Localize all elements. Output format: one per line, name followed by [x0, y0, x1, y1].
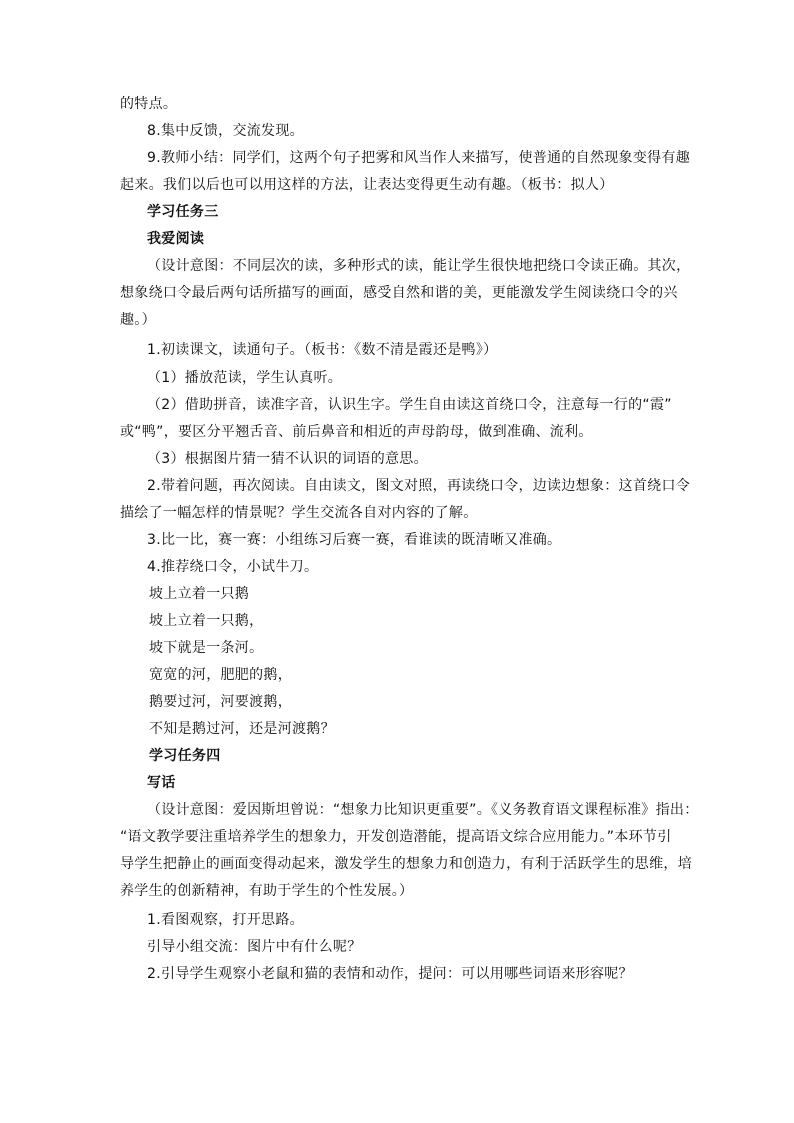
poem-line: 坡下就是一条河。 [149, 640, 264, 656]
text-line: 8.集中反馈，交流发现。 [147, 123, 304, 139]
text-line: （2）借助拼音，读准字音，认识生字。学生自由读这首绕口令，注意每一行的“霞” [147, 397, 672, 413]
poem-line: 宽宽的河，肥肥的鹅， [149, 667, 292, 683]
text-line: （3）根据图片猜一猜不认识的词语的意思。 [147, 451, 428, 467]
section-heading: 学习任务三 [147, 204, 219, 220]
text-line: 3.比一比，赛一赛：小组练习后赛一赛，看谁读的既清晰又准确。 [147, 532, 562, 548]
text-line: 趣。） [120, 312, 156, 328]
text-line: 1.初读课文，读通句子。（板书：《数不清是霞还是鸭》） [147, 342, 498, 358]
section-heading: 学习任务四 [149, 748, 221, 764]
text-line: 描绘了一幅怎样的情景呢？学生交流各自对内容的了解。 [120, 505, 478, 521]
poem-title: 坡上立着一只鹅 [149, 586, 250, 602]
poem-line: 鹅要过河，河要渡鹅， [149, 694, 292, 710]
poem-line: 不知是鹅过河，还是河渡鹅？ [149, 721, 335, 737]
section-subheading: 写话 [147, 775, 176, 791]
poem-line: 坡上立着一只鹅， [149, 613, 264, 629]
text-line: 养学生的创新精神，有助于学生的个性发展。） [120, 883, 414, 899]
text-line: 想象绕口令最后两句话所描写的画面，感受自然和谐的美，更能激发学生阅读绕口令的兴 [120, 285, 678, 301]
text-line: 1.看图观察，打开思路。 [147, 912, 304, 928]
text-line: 导学生把静止的画面变得动起来，激发学生的想象力和创造力，有利于活跃学生的思维，培 [120, 856, 692, 872]
text-line: 起来。我们以后也可以用这样的方法，让表达变得更生动有趣。（板书：拟人） [120, 177, 614, 193]
section-subheading: 我爱阅读 [147, 231, 205, 247]
text-line: 2.引导学生观察小老鼠和猫的表情和动作，提问：可以用哪些词语来形容呢？ [147, 966, 633, 982]
text-line: 的特点。 [120, 96, 178, 112]
text-line: （设计意图：不同层次的读，多种形式的读，能让学生很快地把绕口令读正确。其次， [147, 258, 691, 274]
text-line: 9.教师小结：同学们，这两个句子把雾和风当作人来描写，使普通的自然现象变得有趣 [147, 150, 691, 166]
text-line: （设计意图：爱因斯坦曾说：“想象力比知识更重要”。《义务教育语文课程标准》指出： [147, 802, 699, 818]
text-line: 4.推荐绕口令，小试牛刀。 [147, 559, 319, 575]
text-line: 2.带着问题，再次阅读。自由读文，图文对照，再读绕口令，边读边想象：这首绕口令 [147, 478, 691, 494]
text-line: “语文教学要注重培养学生的想象力，开发创造潜能，提高语文综合应用能力。”本环节引 [120, 829, 672, 845]
text-line: 引导小组交流：图片中有什么呢？ [147, 939, 362, 955]
text-line: 或“鸭”，要区分平翘舌音、前后鼻音和相近的声母韵母，做到准确、流利。 [120, 424, 593, 440]
text-line: （1）播放范读，学生认真听。 [147, 370, 343, 386]
